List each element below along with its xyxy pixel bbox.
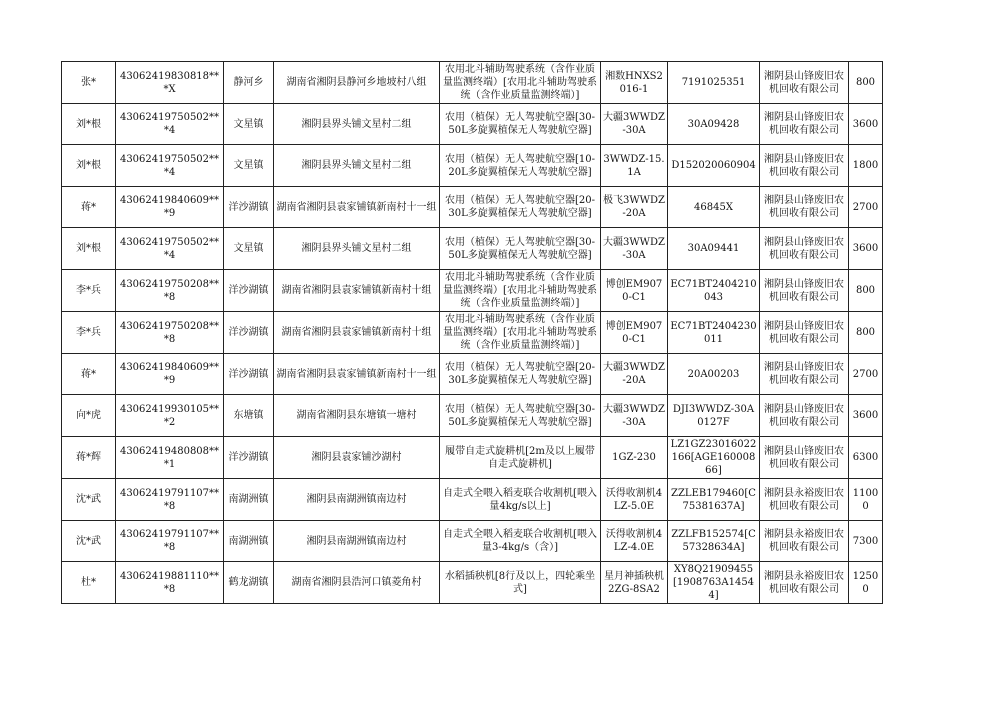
cell-name: 向*虎	[62, 395, 116, 437]
cell-item: 农用北斗辅助驾驶系统（含作业质量监测终端）[农用北斗辅助驾驶系统（含作业质量监测终端）]	[440, 312, 601, 354]
cell-dealer: 湘阴县山锋废旧农机回收有限公司	[760, 354, 849, 395]
cell-address: 湖南省湘阴县袁家铺镇新南村十一组	[274, 354, 440, 395]
cell-name: 李*兵	[62, 312, 116, 354]
cell-town: 静河乡	[224, 62, 274, 104]
cell-town: 东塘镇	[224, 395, 274, 437]
cell-serial: DJI3WWDZ-30A0127F	[668, 395, 760, 437]
cell-town: 南湖洲镇	[224, 479, 274, 521]
table-row	[62, 521, 883, 562]
cell-name: 李*兵	[62, 270, 116, 312]
subsidy-table	[61, 61, 883, 604]
cell-dealer: 湘阴县山锋废旧农机回收有限公司	[760, 145, 849, 187]
cell-dealer: 湘阴县永裕废旧农机回收有限公司	[760, 521, 849, 562]
cell-model: 沃得收割机4LZ-4.0E	[601, 521, 668, 562]
cell-serial: EC71BT2404230011	[668, 312, 760, 354]
cell-town: 洋沙湖镇	[224, 187, 274, 228]
cell-address: 湖南省湘阴县浩河口镇菱角村	[274, 562, 440, 604]
cell-amount: 1800	[849, 145, 883, 187]
cell-dealer: 湘阴县山锋废旧农机回收有限公司	[760, 270, 849, 312]
cell-address: 湖南省湘阴县袁家铺镇新南村十组	[274, 312, 440, 354]
table-row	[62, 104, 883, 145]
cell-model: 沃得收割机4LZ-5.0E	[601, 479, 668, 521]
cell-address: 湘阴县南湖洲镇南边村	[274, 521, 440, 562]
table-row	[62, 354, 883, 395]
cell-id: 43062419930105***2	[116, 395, 224, 437]
cell-dealer: 湘阴县山锋废旧农机回收有限公司	[760, 228, 849, 270]
cell-name: 蒋*	[62, 354, 116, 395]
cell-town: 南湖洲镇	[224, 521, 274, 562]
cell-id: 43062419840609***9	[116, 187, 224, 228]
cell-name: 沈*武	[62, 479, 116, 521]
cell-item: 水稻插秧机[8行及以上，四轮乘坐式]	[440, 562, 601, 604]
cell-dealer: 湘阴县山锋废旧农机回收有限公司	[760, 395, 849, 437]
cell-serial: 46845X	[668, 187, 760, 228]
cell-item: 农用北斗辅助驾驶系统（含作业质量监测终端）[农用北斗辅助驾驶系统（含作业质量监测终端）]	[440, 62, 601, 104]
cell-serial: 30A09428	[668, 104, 760, 145]
cell-model: 博创EM9070-C1	[601, 312, 668, 354]
cell-address: 湖南省湘阴县袁家铺镇新南村十一组	[274, 187, 440, 228]
cell-address: 湘阴县界头铺文星村二组	[274, 104, 440, 145]
cell-name: 刘*根	[62, 104, 116, 145]
cell-town: 文星镇	[224, 104, 274, 145]
cell-amount: 7300	[849, 521, 883, 562]
table-row	[62, 437, 883, 479]
cell-town: 洋沙湖镇	[224, 270, 274, 312]
cell-serial: 30A09441	[668, 228, 760, 270]
table-row	[62, 395, 883, 437]
cell-town: 文星镇	[224, 228, 274, 270]
cell-amount: 3600	[849, 395, 883, 437]
cell-item: 农用（植保）无人驾驶航空器[30-50L多旋翼植保无人驾驶航空器]	[440, 395, 601, 437]
cell-address: 湘阴县南湖洲镇南边村	[274, 479, 440, 521]
cell-amount: 3600	[849, 228, 883, 270]
cell-town: 洋沙湖镇	[224, 312, 274, 354]
cell-item: 农用（植保）无人驾驶航空器[20-30L多旋翼植保无人驾驶航空器]	[440, 354, 601, 395]
table-row	[62, 270, 883, 312]
cell-model: 大疆3WWDZ-30A	[601, 104, 668, 145]
cell-town: 鹤龙湖镇	[224, 562, 274, 604]
cell-amount: 11000	[849, 479, 883, 521]
cell-dealer: 湘阴县永裕废旧农机回收有限公司	[760, 562, 849, 604]
cell-item: 履带自走式旋耕机[2m及以上履带自走式旋耕机]	[440, 437, 601, 479]
cell-name: 沈*武	[62, 521, 116, 562]
cell-dealer: 湘阴县山锋废旧农机回收有限公司	[760, 312, 849, 354]
cell-amount: 800	[849, 270, 883, 312]
cell-id: 43062419840609***9	[116, 354, 224, 395]
table-row	[62, 62, 883, 104]
cell-id: 43062419881110***8	[116, 562, 224, 604]
cell-id: 43062419791107***8	[116, 479, 224, 521]
cell-serial: 20A00203	[668, 354, 760, 395]
table-row	[62, 479, 883, 521]
cell-id: 43062419480808***1	[116, 437, 224, 479]
cell-amount: 12500	[849, 562, 883, 604]
cell-amount: 2700	[849, 354, 883, 395]
cell-dealer: 湘阴县山锋废旧农机回收有限公司	[760, 62, 849, 104]
cell-address: 湘阴县界头铺文星村二组	[274, 145, 440, 187]
cell-name: 刘*根	[62, 228, 116, 270]
cell-item: 自走式全喂入稻麦联合收割机[喂入量3-4kg/s（含）]	[440, 521, 601, 562]
cell-amount: 800	[849, 62, 883, 104]
cell-id: 43062419750502***4	[116, 228, 224, 270]
table-row	[62, 228, 883, 270]
cell-town: 洋沙湖镇	[224, 437, 274, 479]
cell-name: 杜*	[62, 562, 116, 604]
cell-id: 43062419750208***8	[116, 312, 224, 354]
cell-model: 大疆3WWDZ-30A	[601, 395, 668, 437]
cell-id: 43062419750502***4	[116, 104, 224, 145]
cell-serial: ZZLEB179460[C75381637A]	[668, 479, 760, 521]
cell-serial: ZZLFB152574[C57328634A]	[668, 521, 760, 562]
cell-address: 湖南省湘阴县袁家铺镇新南村十组	[274, 270, 440, 312]
cell-town: 文星镇	[224, 145, 274, 187]
cell-item: 农用（植保）无人驾驶航空器[30-50L多旋翼植保无人驾驶航空器]	[440, 104, 601, 145]
cell-model: 星月神插秧机2ZG-8SA2	[601, 562, 668, 604]
cell-model: 博创EM9070-C1	[601, 270, 668, 312]
cell-item: 农用（植保）无人驾驶航空器[20-30L多旋翼植保无人驾驶航空器]	[440, 187, 601, 228]
cell-id: 43062419791107***8	[116, 521, 224, 562]
cell-serial: D152020060904	[668, 145, 760, 187]
table-body	[62, 62, 883, 604]
cell-item: 农用（植保）无人驾驶航空器[10-20L多旋翼植保无人驾驶航空器]	[440, 145, 601, 187]
cell-address: 湖南省湘阴县东塘镇一塘村	[274, 395, 440, 437]
cell-amount: 6300	[849, 437, 883, 479]
cell-item: 自走式全喂入稻麦联合收割机[喂入量4kg/s以上]	[440, 479, 601, 521]
cell-item: 农用（植保）无人驾驶航空器[30-50L多旋翼植保无人驾驶航空器]	[440, 228, 601, 270]
cell-serial: LZ1GZ23016022166[AGE16000866]	[668, 437, 760, 479]
cell-id: 43062419830818***X	[116, 62, 224, 104]
cell-town: 洋沙湖镇	[224, 354, 274, 395]
cell-model: 1GZ-230	[601, 437, 668, 479]
cell-model: 湘数HNXS2016-1	[601, 62, 668, 104]
cell-name: 蒋*	[62, 187, 116, 228]
cell-serial: XY8Q21909455[1908763A14544]	[668, 562, 760, 604]
cell-id: 43062419750208***8	[116, 270, 224, 312]
cell-model: 3WWDZ-15.1A	[601, 145, 668, 187]
cell-amount: 800	[849, 312, 883, 354]
cell-serial: EC71BT2404210043	[668, 270, 760, 312]
cell-dealer: 湘阴县山锋废旧农机回收有限公司	[760, 437, 849, 479]
cell-amount: 2700	[849, 187, 883, 228]
cell-model: 极飞3WWDZ-20A	[601, 187, 668, 228]
cell-name: 张*	[62, 62, 116, 104]
cell-name: 刘*根	[62, 145, 116, 187]
table-row	[62, 145, 883, 187]
table-row	[62, 312, 883, 354]
cell-item: 农用北斗辅助驾驶系统（含作业质量监测终端）[农用北斗辅助驾驶系统（含作业质量监测终端）]	[440, 270, 601, 312]
cell-address: 湖南省湘阴县静河乡地坡村八组	[274, 62, 440, 104]
cell-dealer: 湘阴县永裕废旧农机回收有限公司	[760, 479, 849, 521]
cell-dealer: 湘阴县山锋废旧农机回收有限公司	[760, 187, 849, 228]
cell-amount: 3600	[849, 104, 883, 145]
table-row	[62, 562, 883, 604]
cell-id: 43062419750502***4	[116, 145, 224, 187]
cell-address: 湘阴县袁家铺沙湖村	[274, 437, 440, 479]
cell-serial: 7191025351	[668, 62, 760, 104]
cell-name: 蒋*辉	[62, 437, 116, 479]
cell-address: 湘阴县界头铺文星村二组	[274, 228, 440, 270]
cell-model: 大疆3WWDZ-30A	[601, 228, 668, 270]
cell-model: 大疆3WWDZ-20A	[601, 354, 668, 395]
cell-dealer: 湘阴县山锋废旧农机回收有限公司	[760, 104, 849, 145]
table-row	[62, 187, 883, 228]
